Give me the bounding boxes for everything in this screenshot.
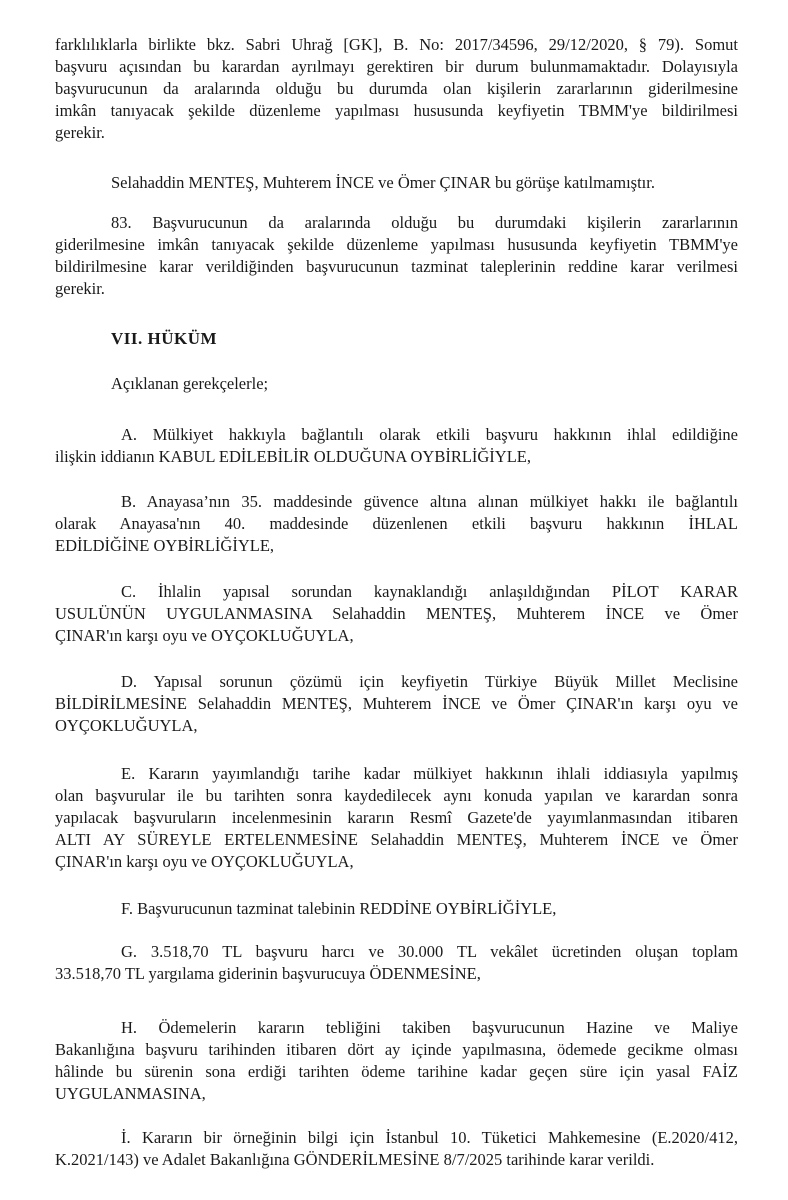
ruling-line: olarak Anayasa'nın 40. maddesinde düzenlenen etkili başvuru hakkının İHLAL (55, 514, 738, 533)
ruling-line: ÇINAR'ın karşı oyu ve OYÇOKLUĞUYLA, (55, 626, 354, 645)
paragraph-83 (55, 212, 738, 300)
ruling-item-g (55, 941, 738, 985)
ruling-line: EDİLDİĞİNE OYBİRLİĞİYLE, (55, 536, 275, 555)
ruling-item-e (55, 763, 738, 873)
ruling-line: OYÇOKLUĞUYLA, (55, 716, 198, 735)
ruling-line: G. 3.518,70 TL başvuru harcı ve 30.000 TL vekâlet ücretinden oluşan toplam (121, 942, 738, 961)
ruling-line: yapılacak başvuruların incelenmesinin kararın Resmî Gazete'de yayımlanmasından itibaren (55, 808, 738, 827)
ruling-line: USULÜNÜN UYGULANMASINA Selahaddin MENTEŞ, Muhterem İNCE ve Ömer (55, 604, 738, 623)
ruling-item-h (55, 1017, 738, 1105)
ruling-item-d (55, 671, 738, 737)
ruling-line: Bakanlığına başvuru tarihinden itibaren dört ay içinde yapılmasına, ödemede gecikme olması (55, 1040, 738, 1059)
intro-line: başvurucunun da aralarında olduğu bu durumda olan kişilerin zararlarının giderilmesine (55, 79, 738, 98)
ruling-line: hâlinde bu sürenin sona erdiği tarihten ödeme tarihine kadar geçen süre için yasal FAİZ (55, 1062, 738, 1081)
ruling-item-a (55, 424, 738, 468)
intro-line: başvuru açısından bu karardan ayrılmayı gerektiren bir durum bulunmamaktadır. Dolayısıyla (55, 57, 738, 76)
intro-line: farklılıklarla birlikte bkz. Sabri Uhrağ [GK], B. No: 2017/34596, 29/12/2020, § 79). Somut (55, 35, 738, 54)
ruling-line: C. İhlalin yapısal sorundan kaynaklandığı anlaşıldığından PİLOT KARAR (121, 582, 738, 601)
ruling-line: B. Anayasa’nın 35. maddesinde güvence altına alınan mülkiyet hakkı ile bağlantılı (121, 492, 738, 511)
ruling-line: BİLDİRİLMESİNE Selahaddin MENTEŞ, Muhterem İNCE ve Ömer ÇINAR'ın karşı oyu ve (55, 694, 738, 713)
intro-phrase: Açıklanan gerekçelerle; (111, 374, 269, 393)
p83-line: giderilmesine imkân tanıyacak şekilde düzenleme yapılması hususunda keyfiyetin TBMM'ye (55, 235, 738, 254)
ruling-line: UYGULANMASINA, (55, 1084, 206, 1103)
ruling-line: ÇINAR'ın karşı oyu ve OYÇOKLUĞUYLA, (55, 852, 354, 871)
intro-paragraph (55, 34, 738, 144)
ruling-item-b (55, 491, 738, 557)
section-heading: VII. HÜKÜM (111, 329, 218, 348)
ruling-line: E. Kararın yayımlandığı tarihe kadar mülkiyet hakkının ihlali iddiasıyla yapılmış (121, 764, 738, 783)
ruling-item-i (55, 1127, 738, 1171)
ruling-line: K.2021/143) ve Adalet Bakanlığına GÖNDERİLMESİNE 8/7/2025 tarihinde karar verildi. (55, 1150, 655, 1169)
ruling-line: H. Ödemelerin kararın tebliğini takiben başvurucunun Hazine ve Maliye (121, 1018, 738, 1037)
ruling-line: A. Mülkiyet hakkıyla bağlantılı olarak etkili başvuru hakkının ihlal edildiğine (121, 425, 738, 444)
intro-line: imkân tanıyacak şekilde düzenleme yapılması hususunda keyfiyetin TBMM'ye bildirilmesi (55, 101, 738, 120)
p83-line: bildirilmesine karar verildiğinden başvurucunun tazminat taleplerinin reddine karar verilmesi (55, 257, 738, 276)
ruling-line: F. Başvurucunun tazminat talebinin REDDİNE OYBİRLİĞİYLE, (121, 899, 557, 918)
intro-line: gerekir. (55, 123, 105, 142)
p83-line: 83. Başvurucunun da aralarında olduğu bu durumdaki kişilerin zararlarının (111, 213, 738, 232)
ruling-line: 33.518,70 TL yargılama giderinin başvurucuya ÖDENMESİNE, (55, 964, 481, 983)
ruling-line: ilişkin iddianın KABUL EDİLEBİLİR OLDUĞUNA OYBİRLİĞİYLE, (55, 447, 532, 466)
ruling-line: ALTI AY SÜREYLE ERTELENMESİNE Selahaddin MENTEŞ, Muhterem İNCE ve Ömer (55, 830, 738, 849)
ruling-line: İ. Kararın bir örneğinin bilgi için İstanbul 10. Tüketici Mahkemesine (E.2020/412, (121, 1128, 738, 1147)
ruling-item-c (55, 581, 738, 647)
p83-line: gerekir. (55, 279, 105, 298)
ruling-line: D. Yapısal sorunun çözümü için keyfiyetin Türkiye Büyük Millet Meclisine (121, 672, 738, 691)
ruling-line: olan başvurular ile bu tarihten sonra kaydedilecek aynı konuda yapılan ve karardan sonra (55, 786, 738, 805)
dissent-note: Selahaddin MENTEŞ, Muhterem İNCE ve Ömer ÇINAR bu görüşe katılmamıştır. (111, 173, 655, 192)
ruling-item-f (55, 898, 738, 920)
